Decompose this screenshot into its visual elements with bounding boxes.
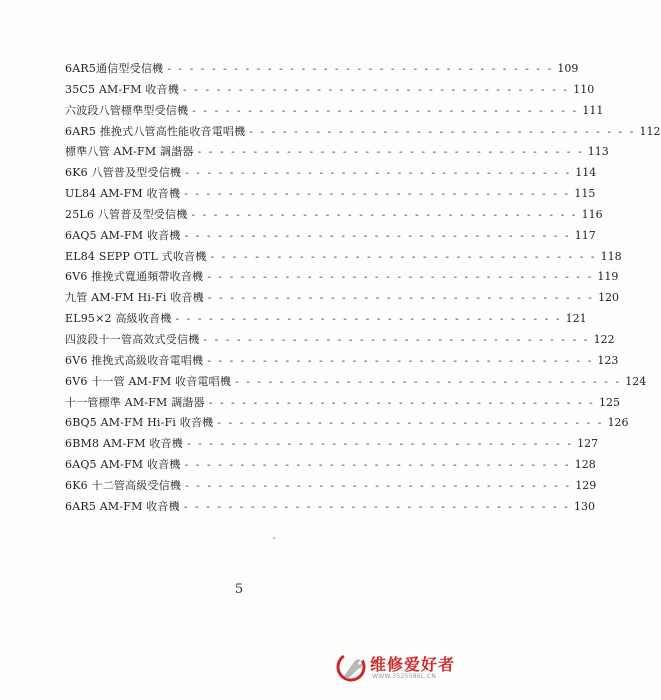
toc-dash-leader: - - - - - - - - - - - - - - - - - - - - - - - - - - - - - - - - - - -: [203, 334, 590, 346]
toc-entry-title: 十一管標準 AM-FM 調諧器: [65, 395, 205, 409]
watermark: [334, 646, 464, 688]
toc-entry: [65, 414, 629, 435]
toc-entry-page: 129: [575, 478, 597, 492]
toc-entry: [65, 352, 619, 373]
toc-entry-page: 115: [574, 187, 596, 201]
toc-dash-leader: - - - - - - - - - - - - - - - - - - - - - - - - - - - - - - - - - - -: [191, 209, 578, 221]
toc-entry-page: 117: [574, 228, 596, 242]
toc-entry-page: 130: [574, 499, 596, 513]
toc-entry-title: EL95×2 高級收音機: [65, 312, 172, 326]
toc-entry-title: 九管 AM-FM Hi-Fi 收音機: [65, 291, 204, 305]
toc-entry: [65, 248, 622, 269]
toc-dash-leader: - - - - - - - - - - - - - - - - - - - - - - - - - - - - - - - - - - -: [175, 314, 562, 326]
page-number: 5: [234, 582, 244, 597]
toc-dash-leader: - - - - - - - - - - - - - - - - - - - - - - - - - - - - - - - - - - -: [210, 251, 597, 263]
toc-dash-leader: - - - - - - - - - - - - - - - - - - - - - - - - - - - - - - - - - - -: [185, 168, 572, 180]
toc-dash-leader: - - - - - - - - - - - - - - - - - - - - - - - - - - - - - - - - - - -: [192, 105, 579, 117]
toc-entry-page: 120: [598, 291, 620, 305]
wrench-logo-icon: [334, 650, 368, 684]
toc-entry-page: 112: [639, 124, 661, 138]
toc-entry: [65, 123, 661, 144]
toc-entry: [65, 498, 596, 519]
toc-entry-title: 六波段八管標準型受信機: [65, 103, 189, 117]
toc-entry-title: 6K6 八管普及型受信機: [65, 166, 182, 180]
toc-entry-page: 114: [575, 166, 597, 180]
toc-entry-title: 6K6 十二管高級受信機: [65, 478, 182, 492]
toc-entry-title: UL84 AM-FM 收音機: [65, 187, 181, 201]
toc-entry: [65, 310, 587, 331]
toc-entry: [65, 206, 603, 227]
toc-entry-title: 6AQ5 AM-FM 收音機: [65, 228, 181, 242]
toc-entry-page: 126: [607, 416, 629, 430]
toc-entry: [65, 331, 615, 352]
scan-speck: [273, 537, 275, 539]
toc-entry-title: 35C5 AM-FM 收音機: [65, 82, 180, 96]
watermark-url: WWW.3525586L.CN: [372, 673, 437, 680]
toc-entry-title: 6AQ5 AM-FM 收音機: [65, 458, 181, 472]
toc-dash-leader: - - - - - - - - - - - - - - - - - - - - - - - - - - - - - - - - - - -: [207, 272, 594, 284]
toc-entry-page: 113: [587, 145, 609, 159]
toc-entry-page: 122: [593, 332, 615, 346]
toc-dash-leader: - - - - - - - - - - - - - - - - - - - - - - - - - - - - - - - - - - -: [184, 460, 571, 472]
toc-entry: [65, 185, 596, 206]
table-of-contents: [65, 60, 661, 519]
toc-entry-title: 25L6 八管普及型受信機: [65, 207, 188, 221]
toc-entry-page: 127: [577, 437, 599, 451]
toc-entry-page: 128: [574, 458, 596, 472]
toc-entry-page: 119: [597, 270, 619, 284]
toc-entry-page: 109: [557, 62, 579, 75]
toc-entry-title: 6AR5通信型受信機: [65, 62, 164, 75]
toc-dash-leader: - - - - - - - - - - - - - - - - - - - - - - - - - - - - - - - - - - -: [249, 126, 636, 138]
toc-entry-title: 6AR5 AM-FM 收音機: [65, 499, 180, 513]
toc-entry: [65, 435, 599, 456]
toc-entry-title: 四波段十一管高效式受信機: [65, 332, 200, 346]
toc-dash-leader: - - - - - - - - - - - - - - - - - - - - - - - - - - - - - - - - - - -: [217, 418, 604, 430]
toc-dash-leader: - - - - - - - - - - - - - - - - - - - - - - - - - - - - - - - - - - -: [186, 439, 574, 451]
toc-entry-title: EL84 SEPP OTL 式收音機: [65, 249, 207, 263]
toc-entry-page: 125: [598, 395, 620, 409]
toc-entry-title: 6BQ5 AM-FM Hi-Fi 收音機: [65, 416, 214, 430]
toc-dash-leader: - - - - - - - - - - - - - - - - - - - - - - - - - - - - - - - - - - -: [207, 355, 594, 367]
toc-dash-leader: - - - - - - - - - - - - - - - - - - - - - - - - - - - - - - - - - - -: [235, 376, 622, 388]
toc-entry-page: 116: [581, 207, 603, 221]
toc-dash-leader: - - - - - - - - - - - - - - - - - - - - - - - - - - - - - - - - - - -: [185, 480, 572, 492]
toc-entry-page: 123: [597, 353, 619, 367]
toc-dash-leader: - - - - - - - - - - - - - - - - - - - - - - - - - - - - - - - - - - -: [197, 147, 584, 159]
toc-dash-leader: - - - - - - - - - - - - - - - - - - - - - - - - - - - - - - - - - - -: [183, 84, 570, 96]
toc-entry: [65, 227, 596, 248]
toc-entry-title: 6V6 推挽式高級收音電唱機: [65, 353, 204, 367]
toc-entry-page: 124: [625, 374, 647, 388]
toc-dash-leader: - - - - - - - - - - - - - - - - - - - - - - - - - - - - - - - - - - -: [184, 189, 571, 201]
toc-entry: [65, 60, 579, 81]
toc-dash-leader: - - - - - - - - - - - - - - - - - - - - - - - - - - - - - - - - - - -: [208, 397, 595, 409]
toc-entry: [65, 477, 597, 498]
toc-entry-title: 6BM8 AM-FM 收音機: [65, 437, 183, 451]
watermark-brand: 维修爱好者: [370, 655, 456, 674]
toc-entry-title: 標準八管 AM-FM 調諧器: [65, 145, 194, 159]
toc-entry-page: 118: [600, 249, 622, 263]
toc-dash-leader: - - - - - - - - - - - - - - - - - - - - - - - - - - - - - - - - - - -: [207, 293, 595, 305]
toc-entry-title: 6AR5 推挽式八管高性能收音電唱機: [65, 124, 246, 138]
toc-entry: [65, 81, 595, 102]
toc-entry: [65, 143, 609, 164]
toc-entry-page: 121: [565, 312, 587, 326]
toc-entry-page: 110: [573, 82, 595, 96]
toc-entry: [65, 102, 604, 123]
toc-dash-leader: - - - - - - - - - - - - - - - - - - - - - - - - - - - - - - - - - - -: [183, 501, 571, 513]
toc-entry-title: 6V6 推挽式寬通頻帶收音機: [65, 270, 204, 284]
toc-entry-page: 111: [582, 103, 604, 117]
toc-entry: [65, 456, 596, 477]
toc-entry: [65, 373, 647, 394]
toc-entry: [65, 268, 619, 289]
toc-entry: [65, 164, 597, 185]
toc-entry-title: 6V6 十一管 AM-FM 收音電唱機: [65, 374, 232, 388]
toc-entry: [65, 394, 620, 415]
toc-dash-leader: - - - - - - - - - - - - - - - - - - - - - - - - - - - - - - - - - - -: [167, 64, 554, 75]
toc-entry: [65, 289, 620, 310]
toc-dash-leader: - - - - - - - - - - - - - - - - - - - - - - - - - - - - - - - - - - -: [184, 230, 571, 242]
